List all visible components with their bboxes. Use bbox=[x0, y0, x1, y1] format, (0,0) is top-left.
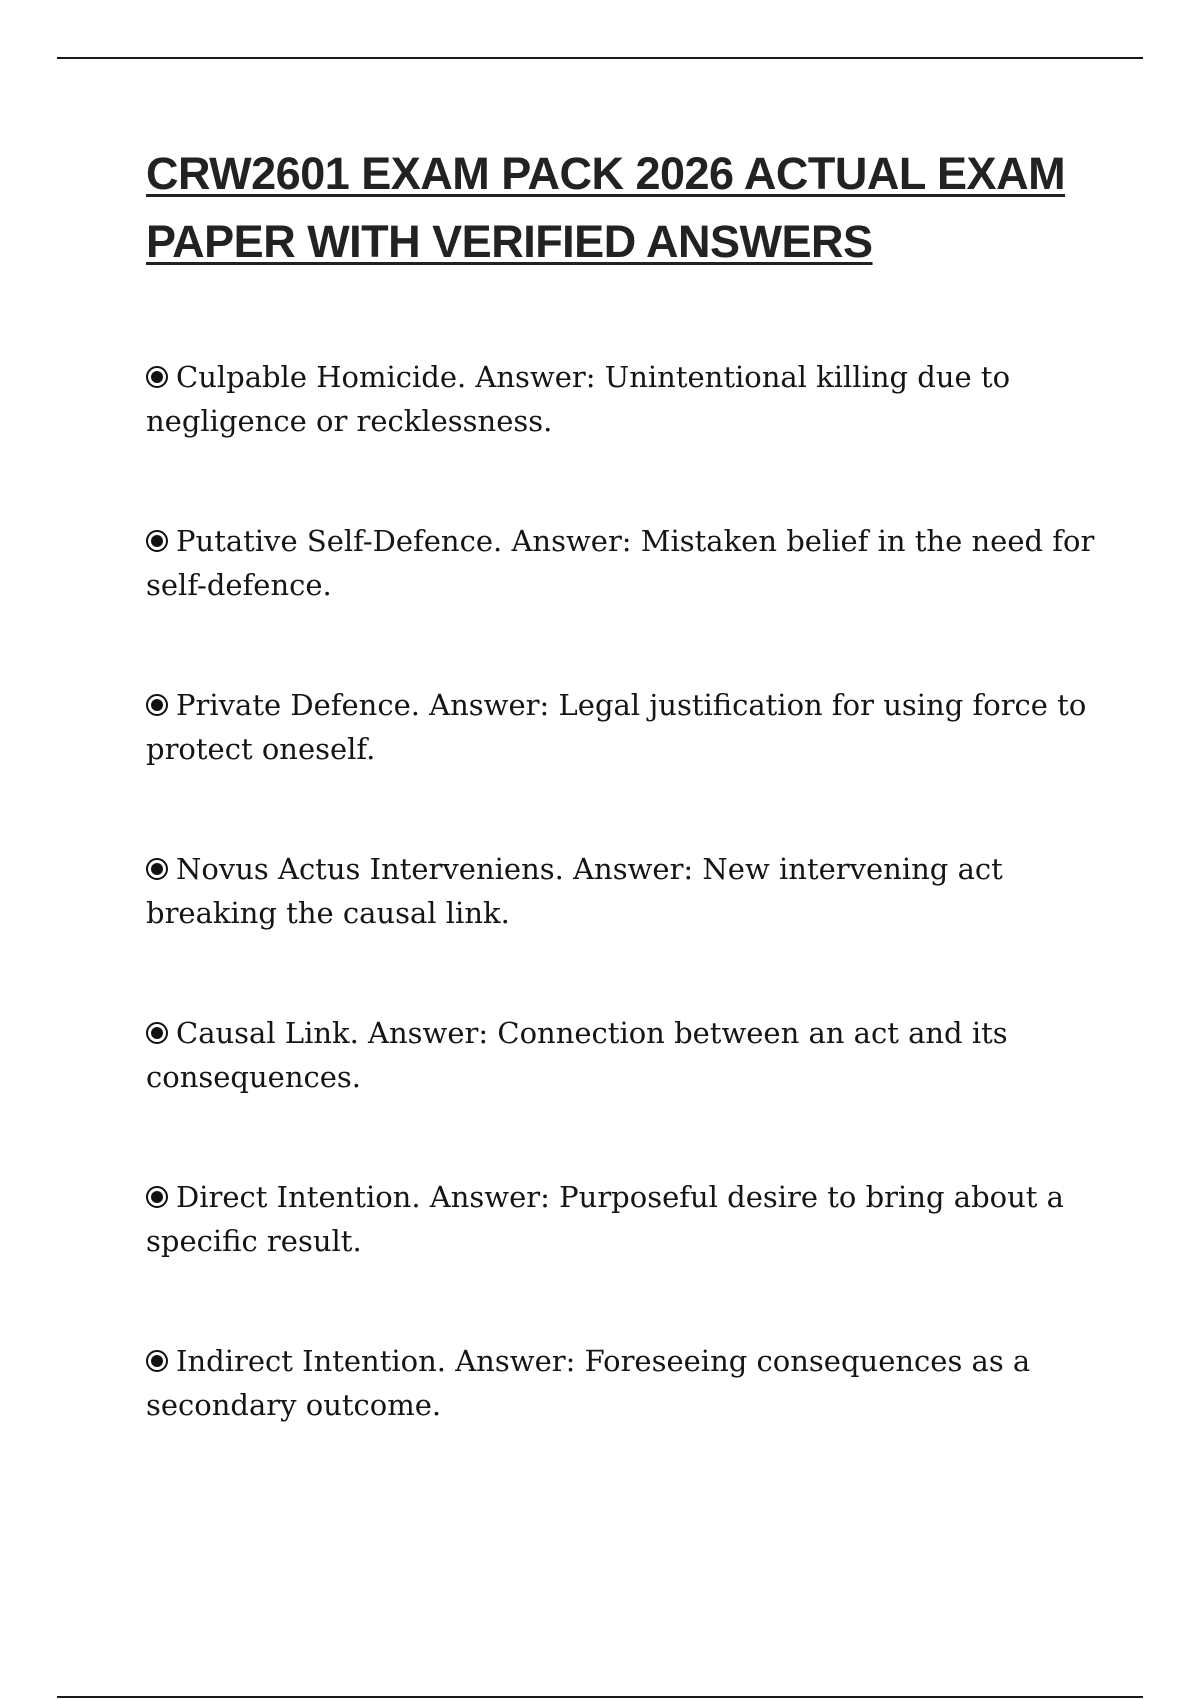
document-title: CRW2601 EXAM PACK 2026 ACTUAL EXAM PAPER WITH VERIFIED ANSWERS bbox=[146, 148, 1066, 267]
radio-bullet-icon bbox=[146, 1186, 168, 1208]
list-item bbox=[146, 1339, 1096, 1503]
qa-list bbox=[146, 355, 1096, 1503]
list-item bbox=[146, 519, 1096, 683]
bottom-divider bbox=[57, 1696, 1143, 1698]
radio-bullet-icon bbox=[146, 1350, 168, 1372]
radio-bullet-icon bbox=[146, 366, 168, 388]
qa-text: Private Defence. Answer: Legal justification for using force to protect oneself. bbox=[146, 688, 1087, 766]
radio-bullet-icon bbox=[146, 694, 168, 716]
list-item bbox=[146, 1175, 1096, 1339]
top-divider bbox=[57, 57, 1143, 59]
radio-bullet-icon bbox=[146, 858, 168, 880]
qa-text: Putative Self-Defence. Answer: Mistaken belief in the need for self-defence. bbox=[146, 524, 1095, 602]
qa-text: Direct Intention. Answer: Purposeful desire to bring about a specific result. bbox=[146, 1180, 1064, 1258]
qa-text: Indirect Intention. Answer: Foreseeing consequences as a secondary outcome. bbox=[146, 1344, 1031, 1422]
list-item bbox=[146, 355, 1096, 519]
radio-bullet-icon bbox=[146, 1022, 168, 1044]
qa-text: Novus Actus Interveniens. Answer: New intervening act breaking the causal link. bbox=[146, 852, 1003, 930]
radio-bullet-icon bbox=[146, 530, 168, 552]
list-item bbox=[146, 1011, 1096, 1175]
qa-text: Culpable Homicide. Answer: Unintentional killing due to negligence or recklessness. bbox=[146, 360, 1011, 438]
list-item bbox=[146, 847, 1096, 1011]
qa-text: Causal Link. Answer: Connection between an act and its consequences. bbox=[146, 1016, 1008, 1094]
list-item bbox=[146, 683, 1096, 847]
